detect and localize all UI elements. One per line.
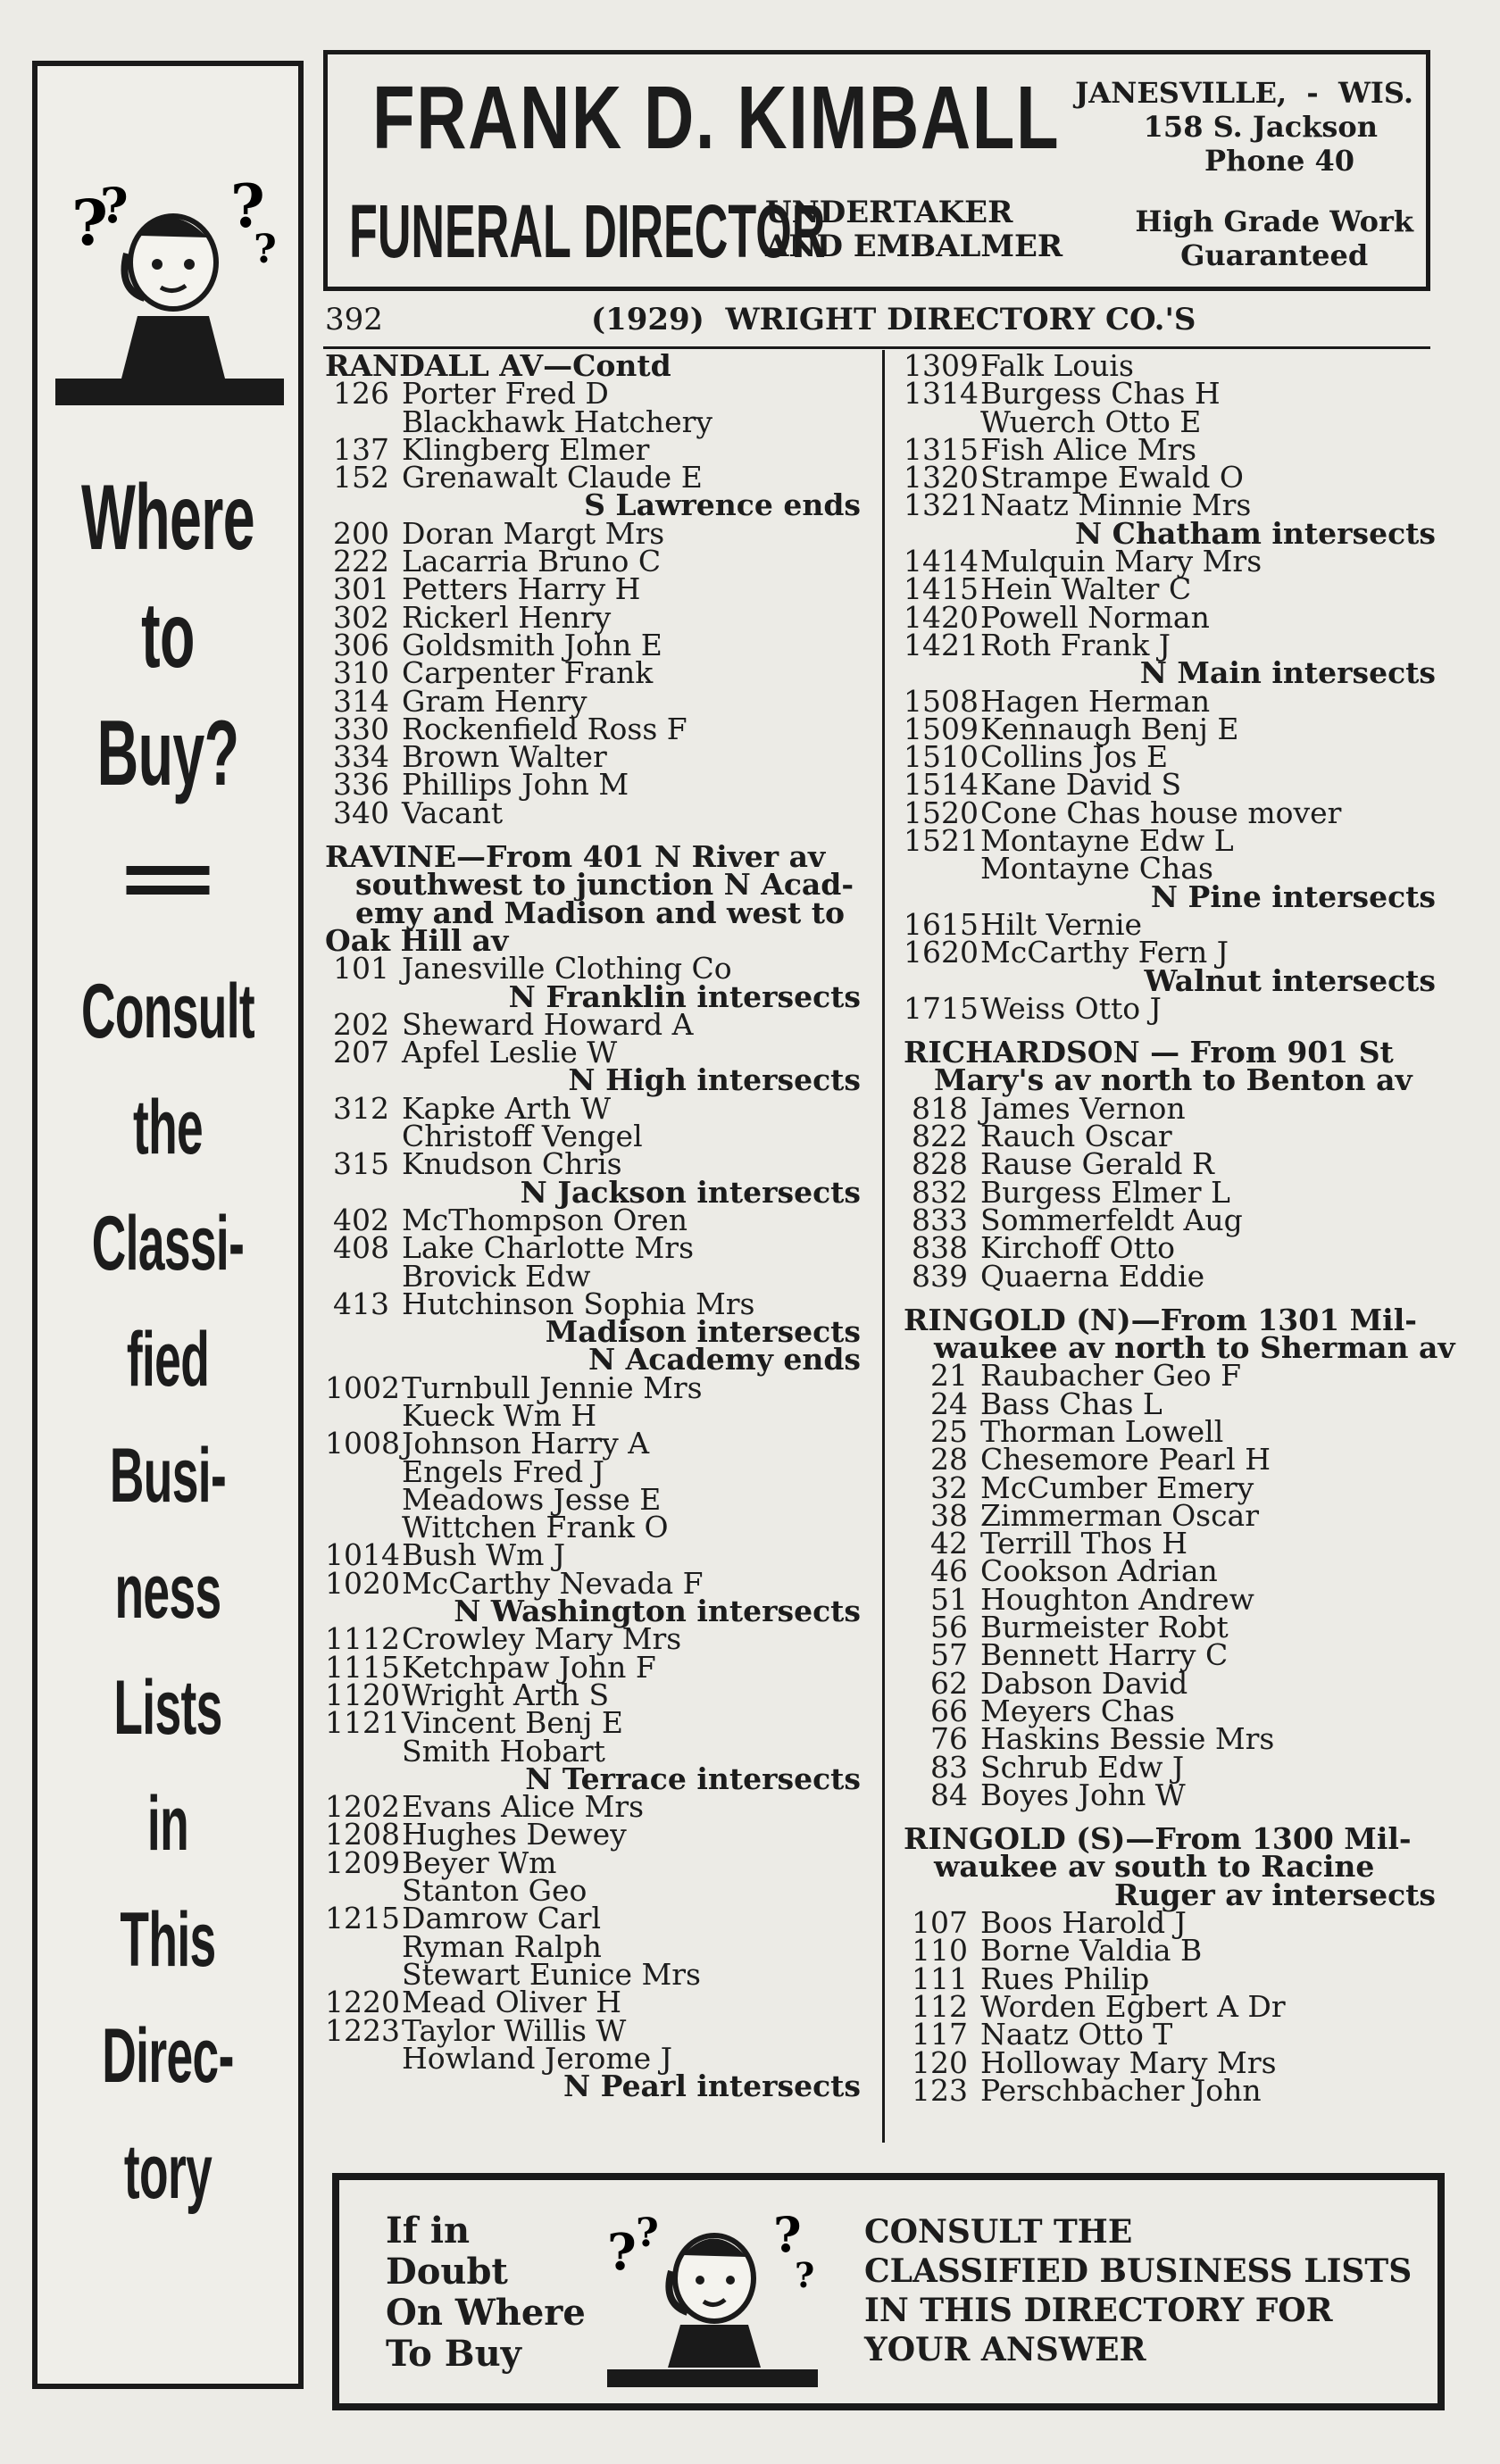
house-number: 222 [333, 544, 389, 579]
directory-entry [325, 1705, 861, 1741]
resident-name: Sommerfeldt Aug [980, 1202, 1243, 1237]
house-number: 42 [930, 1526, 968, 1561]
directory-entry [904, 1777, 1436, 1812]
cross-street: N High intersects [568, 1062, 861, 1098]
sidebar-word: in [146, 1781, 189, 1867]
resident-name: Wuerch Otto E [980, 404, 1202, 439]
cross-street: N Franklin intersects [508, 978, 861, 1014]
house-number: 1120 [325, 1677, 400, 1712]
resident-name: McCumber Emery [980, 1469, 1254, 1505]
footer-ad [332, 2173, 1445, 2410]
directory-entry [904, 1442, 1436, 1478]
resident-name: Hein Walter C [980, 571, 1192, 607]
sidebar-word: Direc- [102, 2013, 234, 2099]
page-number: 392 [325, 302, 383, 337]
house-number: 62 [930, 1665, 968, 1701]
house-number: 310 [333, 655, 389, 691]
house-number: 413 [333, 1286, 389, 1321]
footer-ad-line: Doubt [386, 2251, 508, 2293]
sidebar-ad [32, 61, 304, 2389]
house-number: 120 [912, 2044, 968, 2080]
house-number: 46 [930, 1553, 968, 1589]
house-number: 314 [333, 683, 389, 719]
cross-street: N Jackson intersects [520, 1174, 861, 1210]
svg-text:?: ? [100, 177, 129, 234]
quality-line: Guaranteed [1180, 238, 1369, 272]
house-number: 1002 [325, 1369, 400, 1405]
directory-entry [325, 1426, 861, 1461]
quality-line: High Grade Work [1135, 204, 1413, 238]
resident-name: Houghton Andrew [980, 1581, 1254, 1617]
resident-name: Grenawalt Claude E [402, 460, 703, 495]
footer-ad-line: YOUR ANSWER [864, 2331, 1146, 2368]
puzzled-man-icon [55, 137, 284, 405]
house-number: 202 [333, 1006, 389, 1042]
directory-entry [904, 376, 1436, 412]
directory-entry [904, 2017, 1436, 2052]
resident-name: Montayne Edw L [980, 823, 1234, 859]
house-number: 76 [930, 1721, 968, 1757]
cross-street: N Washington intersects [454, 1594, 861, 1629]
house-number: 38 [930, 1497, 968, 1533]
house-number: 1220 [325, 1985, 400, 2020]
directory-entry [325, 1621, 861, 1657]
resident-name: Naatz Otto T [980, 2017, 1173, 2052]
directory-entry [904, 1358, 1436, 1394]
resident-name: McCarthy Nevada F [402, 1565, 704, 1601]
street-heading: RICHARDSON — From 901 St [904, 1035, 1394, 1070]
house-number: 408 [333, 1230, 389, 1266]
house-number: 330 [333, 711, 389, 746]
phone-line: Phone 40 [1204, 144, 1354, 178]
desk-bar [55, 379, 284, 405]
resident-name: Bush Wm J [402, 1537, 566, 1573]
resident-name: Ryman Ralph [402, 1928, 602, 1964]
header-ad [323, 50, 1430, 291]
resident-name: Brown Walter [402, 739, 607, 775]
svg-text:?: ? [636, 2210, 659, 2256]
directory-entry [325, 1901, 861, 1936]
house-number: 1209 [325, 1844, 400, 1880]
resident-name: Bennett Harry C [980, 1637, 1229, 1673]
directory-entry [904, 1721, 1436, 1757]
resident-name: Rause Gerald R [980, 1146, 1214, 1182]
footer-ad-line: On Where [386, 2292, 586, 2334]
sidebar-word: Classi- [91, 1201, 245, 1286]
house-number: 1314 [904, 376, 979, 412]
house-number: 1421 [904, 627, 979, 662]
resident-name: Fish Alice Mrs [980, 431, 1197, 467]
resident-name: Kane David S [980, 767, 1182, 803]
house-number: 1514 [904, 767, 979, 803]
street-line: 158 S. Jackson [1143, 110, 1378, 144]
sidebar-word: tory [123, 2129, 212, 2215]
house-number: 112 [912, 1988, 968, 2024]
footer-ad-line: To Buy [386, 2333, 521, 2375]
resident-name: Burgess Chas H [980, 376, 1221, 412]
house-number: 1309 [904, 348, 979, 383]
resident-name: Vincent Benj E [402, 1705, 623, 1741]
resident-name: Weiss Otto J [980, 990, 1162, 1026]
house-number: 24 [930, 1386, 968, 1421]
directory-entry [325, 951, 861, 986]
resident-name: Schrub Edw J [980, 1749, 1185, 1785]
house-number: 25 [930, 1413, 968, 1449]
service-line: UNDERTAKER [765, 195, 1013, 230]
house-number: 1223 [325, 2012, 400, 2048]
street-heading-continued: Mary's av north to Benton av [934, 1062, 1412, 1098]
advertiser-title: FUNERAL DIRECTOR [349, 189, 826, 273]
house-number: 822 [912, 1119, 968, 1154]
resident-name: Smith Hobart [402, 1733, 605, 1769]
resident-name: Naatz Minnie Mrs [980, 487, 1252, 523]
cross-street: N Chatham intersects [1075, 515, 1436, 551]
advertiser-services [765, 196, 1062, 263]
column-divider [882, 350, 885, 2143]
sidebar-text [80, 459, 255, 2230]
house-number: 828 [912, 1146, 968, 1182]
house-number: 207 [333, 1035, 389, 1070]
house-number: 1615 [904, 906, 979, 942]
directory-entry [325, 795, 861, 830]
svg-text:?: ? [773, 2206, 802, 2263]
resident-name: Carpenter Frank [402, 655, 654, 691]
resident-name: Lake Charlotte Mrs [402, 1230, 695, 1266]
resident-name: Crowley Mary Mrs [402, 1621, 682, 1657]
resident-name: Janesville Clothing Co [402, 951, 732, 986]
resident-name: Hughes Dewey [402, 1817, 627, 1852]
house-number: 21 [930, 1358, 968, 1394]
resident-name: Worden Egbert A Dr [980, 1988, 1286, 2024]
cross-street: N Main intersects [1139, 655, 1436, 691]
street-heading-continued: southwest to junction N Acad- [355, 867, 854, 903]
puzzled-man-icon [598, 2189, 827, 2394]
house-number: 200 [333, 515, 389, 551]
resident-name: Porter Fred D [402, 376, 609, 412]
resident-name: Phillips John M [402, 767, 629, 803]
house-number: 1321 [904, 487, 979, 523]
resident-name: Stewart Eunice Mrs [402, 1956, 701, 1992]
resident-name: Turnbull Jennie Mrs [402, 1369, 703, 1405]
street-heading: RINGOLD (S)—From 1300 Mil- [904, 1821, 1412, 1857]
resident-name: Engels Fred J [402, 1453, 605, 1489]
sidebar-word: This [120, 1897, 216, 1983]
resident-name: Cone Chas house mover [980, 795, 1342, 830]
directory-entry [904, 1146, 1436, 1182]
resident-name: Strampe Ewald O [980, 460, 1244, 495]
house-number: 306 [333, 627, 389, 662]
resident-name: Kueck Wm H [402, 1397, 597, 1433]
house-number: 1215 [325, 1901, 400, 1936]
svg-text:?: ? [607, 2223, 637, 2282]
resident-name: Holloway Mary Mrs [980, 2044, 1277, 2080]
house-number: 1315 [904, 431, 979, 467]
house-number: 839 [912, 1258, 968, 1294]
street-heading: RINGOLD (N)—From 1301 Mil- [904, 1302, 1417, 1337]
directory-entry [904, 1933, 1436, 1969]
footer-ad-line: CONSULT THE [864, 2213, 1133, 2251]
house-number: 1510 [904, 739, 979, 775]
resident-name: Kapke Arth W [402, 1090, 611, 1126]
street-heading-continued: waukee av south to Racine [934, 1849, 1375, 1885]
house-number: 126 [333, 376, 389, 412]
resident-name: Damrow Carl [402, 1901, 602, 1936]
house-number: 1014 [325, 1537, 400, 1573]
directory-entry [904, 1230, 1436, 1266]
house-number: 1620 [904, 935, 979, 970]
house-number: 833 [912, 1202, 968, 1237]
resident-name: Montayne Chas [980, 851, 1213, 887]
right-column [904, 348, 1455, 2108]
svg-text:?: ? [795, 2255, 815, 2295]
resident-name: Howland Jerome J [402, 2040, 672, 2076]
city-line: JANESVILLE, - WIS. [1075, 76, 1413, 110]
resident-name: Sheward Howard A [402, 1006, 694, 1042]
house-number: 312 [333, 1090, 389, 1126]
resident-name: Evans Alice Mrs [402, 1789, 645, 1825]
house-number: 117 [912, 2017, 968, 2052]
resident-name: Raubacher Geo F [980, 1358, 1242, 1394]
resident-name: Brovick Edw [402, 1258, 591, 1294]
resident-name: Rickerl Henry [402, 599, 612, 635]
resident-name: McCarthy Fern J [980, 935, 1229, 970]
house-number: 51 [930, 1581, 968, 1617]
house-number: 832 [912, 1174, 968, 1210]
resident-name: Apfel Leslie W [402, 1035, 618, 1070]
advertiser-quality [1135, 204, 1413, 272]
house-number: 818 [912, 1090, 968, 1126]
resident-name: Rauch Oscar [980, 1119, 1172, 1154]
svg-text:?: ? [71, 186, 109, 260]
house-number: 301 [333, 571, 389, 607]
cross-street: N Pine intersects [1150, 878, 1436, 914]
resident-name: McThompson Oren [402, 1202, 688, 1237]
house-number: 56 [930, 1610, 968, 1645]
street-heading-continued: emy and Madison and west to [355, 895, 846, 930]
directory-entry [325, 1230, 861, 1266]
cross-street: S Lawrence ends [584, 487, 861, 523]
house-number: 1508 [904, 683, 979, 719]
resident-name: Rockenfield Ross F [402, 711, 688, 746]
resident-name: Kirchoff Otto [980, 1230, 1175, 1266]
footer-ad-line: CLASSIFIED BUSINESS LISTS [864, 2252, 1412, 2290]
directory-entry [904, 2072, 1436, 2108]
footer-ad-line: If in [386, 2210, 471, 2252]
house-number: 1320 [904, 460, 979, 495]
sidebar-word: ness [114, 1549, 221, 1635]
directory-entry-continued [904, 851, 1436, 887]
resident-name: Rues Philip [980, 1960, 1150, 1996]
house-number: 32 [930, 1469, 968, 1505]
resident-name: Perschbacher John [980, 2072, 1262, 2108]
resident-name: Borne Valdia B [980, 1933, 1203, 1969]
cross-street: N Pearl intersects [562, 2069, 861, 2104]
house-number: 402 [333, 1202, 389, 1237]
house-number: 340 [333, 795, 389, 830]
resident-name: Klingberg Elmer [402, 431, 650, 467]
street-heading: RAVINE—From 401 N River av [325, 839, 826, 875]
sidebar-word: Busi- [109, 1433, 227, 1519]
cross-street: N Terrace intersects [525, 1761, 861, 1796]
service-line: AND EMBALMER [765, 229, 1063, 264]
house-number: 1521 [904, 823, 979, 859]
resident-name: Chesemore Pearl H [980, 1442, 1271, 1478]
resident-name: Terrill Thos H [980, 1526, 1188, 1561]
directory-entry [325, 376, 861, 412]
street-heading-continued: waukee av north to Sherman av [934, 1330, 1455, 1366]
house-number: 84 [930, 1777, 968, 1812]
resident-name: Mulquin Mary Mrs [980, 544, 1262, 579]
house-number: 315 [333, 1146, 389, 1182]
house-number: 1420 [904, 599, 979, 635]
resident-name: Boyes John W [980, 1777, 1186, 1812]
house-number: 336 [333, 767, 389, 803]
resident-name: Beyer Wm [402, 1844, 557, 1880]
directory-entry [325, 1985, 861, 2020]
sidebar-word: the [132, 1085, 204, 1170]
house-number: 123 [912, 2072, 968, 2108]
double-rule [127, 866, 210, 895]
resident-name: James Vernon [980, 1090, 1186, 1126]
resident-name: Petters Harry H [402, 571, 641, 607]
house-number: 83 [930, 1749, 968, 1785]
house-number: 107 [912, 1905, 968, 1941]
directory-entry [904, 990, 1436, 1026]
svg-text:?: ? [254, 227, 277, 272]
resident-name: Zimmerman Oscar [980, 1497, 1260, 1533]
resident-name: Christoff Vengel [402, 1119, 643, 1154]
resident-name: Thorman Lowell [980, 1413, 1224, 1449]
resident-name: Blackhawk Hatchery [402, 404, 713, 439]
advertiser-name: FRANK D. KIMBALL [372, 68, 1061, 168]
cross-street: Madison intersects [545, 1314, 861, 1350]
resident-name: Goldsmith John E [402, 627, 662, 662]
resident-name: Hagen Herman [980, 683, 1211, 719]
cross-street: Walnut intersects [1144, 962, 1436, 998]
resident-name: Vacant [402, 795, 504, 830]
house-number: 1202 [325, 1789, 400, 1825]
house-number: 101 [333, 951, 389, 986]
house-number: 1520 [904, 795, 979, 830]
house-number: 334 [333, 739, 389, 775]
directory-entry [904, 1637, 1436, 1673]
resident-name: Meadows Jesse E [402, 1481, 662, 1517]
resident-name: Burgess Elmer L [980, 1174, 1230, 1210]
resident-name: Hilt Vernie [980, 906, 1143, 942]
house-number: 66 [930, 1693, 968, 1728]
house-number: 1208 [325, 1817, 400, 1852]
house-number: 1112 [325, 1621, 400, 1657]
resident-name: Lacarria Bruno C [402, 544, 662, 579]
sidebar-word: Lists [113, 1665, 222, 1751]
svg-text:?: ? [230, 171, 265, 241]
sidebar-word: Where [81, 466, 254, 570]
directory-entry [325, 655, 861, 691]
running-head [323, 298, 1430, 349]
sidebar-word: to [141, 584, 195, 687]
sidebar-word: Buy? [96, 702, 239, 805]
resident-name: Burmeister Robt [980, 1610, 1229, 1645]
resident-name: Ketchpaw John F [402, 1649, 656, 1685]
resident-name: Powell Norman [980, 599, 1210, 635]
sidebar-word: Consult [80, 969, 255, 1054]
advertiser-address [1075, 76, 1413, 178]
street-heading: Oak Hill av [325, 922, 509, 958]
resident-name: Mead Oliver H [402, 1985, 621, 2020]
resident-name: Cookson Adrian [980, 1553, 1218, 1589]
footer-ad-line: IN THIS DIRECTORY FOR [864, 2292, 1333, 2329]
house-number: 111 [912, 1960, 968, 1996]
house-number: 1008 [325, 1426, 400, 1461]
resident-name: Kennaugh Benj E [980, 711, 1239, 746]
house-number: 1115 [325, 1649, 400, 1685]
resident-name: Doran Margt Mrs [402, 515, 665, 551]
footer-ad-left-text [386, 2210, 586, 2375]
footer-ad-right-text [864, 2212, 1412, 2369]
resident-name: Gram Henry [402, 683, 588, 719]
resident-name: Bass Chas L [980, 1386, 1162, 1421]
house-number: 57 [930, 1637, 968, 1673]
directory-entry [325, 571, 861, 607]
sidebar-word: fied [126, 1317, 210, 1403]
resident-name: Collins Jos E [980, 739, 1169, 775]
running-title: (1929) WRIGHT DIRECTORY CO.'S [591, 302, 1196, 337]
resident-name: Knudson Chris [402, 1146, 622, 1182]
resident-name: Meyers Chas [980, 1693, 1175, 1728]
resident-name: Boos Harold J [980, 1905, 1187, 1941]
resident-name: Johnson Harry A [402, 1426, 650, 1461]
resident-name: Dabson David [980, 1665, 1188, 1701]
resident-name: Taylor Willis W [402, 2012, 627, 2048]
directory-entry [904, 1258, 1436, 1294]
resident-name: Falk Louis [980, 348, 1134, 383]
house-number: 1415 [904, 571, 979, 607]
house-number: 302 [333, 599, 389, 635]
resident-name: Wittchen Frank O [402, 1510, 669, 1545]
directory-entry [904, 935, 1436, 970]
house-number: 1715 [904, 990, 979, 1026]
cross-street: Ruger av intersects [1113, 1877, 1436, 1912]
house-number: 838 [912, 1230, 968, 1266]
directory-entry [904, 571, 1436, 607]
resident-name: Stanton Geo [402, 1873, 588, 1909]
directory-entry [325, 1146, 861, 1182]
house-number: 110 [912, 1933, 968, 1969]
resident-name: Haskins Bessie Mrs [980, 1721, 1275, 1757]
house-number: 152 [333, 460, 389, 495]
house-number: 1509 [904, 711, 979, 746]
house-number: 1414 [904, 544, 979, 579]
resident-name: Quaerna Eddie [980, 1258, 1205, 1294]
house-number: 28 [930, 1442, 968, 1478]
house-number: 1121 [325, 1705, 400, 1741]
resident-name: Hutchinson Sophia Mrs [402, 1286, 755, 1321]
resident-name: Roth Frank J [980, 627, 1171, 662]
house-number: 137 [333, 431, 389, 467]
street-heading: RANDALL AV—Contd [325, 348, 671, 383]
left-column [325, 348, 861, 2104]
house-number: 1020 [325, 1565, 400, 1601]
resident-name: Wright Arth S [402, 1677, 610, 1712]
cross-street: N Academy ends [588, 1342, 861, 1378]
